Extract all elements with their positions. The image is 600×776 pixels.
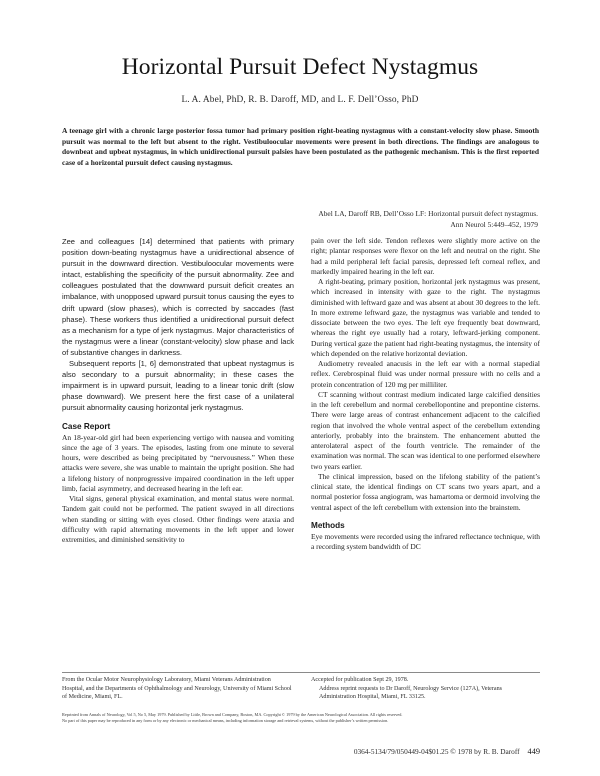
footnote-divider bbox=[62, 672, 540, 673]
page-number: 449 bbox=[527, 747, 540, 756]
issn-code: 0364-5134/79/050449-04$01.25 © 1978 by R. B. Daroff bbox=[353, 747, 520, 756]
paragraph: An 18-year-old girl had been experiencing vertigo with nausea and vomiting since the age of 3 years. The episodes, lasting from one minute to several hours, were described as being precipitated by “nervousness.” When these attacks were severe, she was unable to maintain the upright position. She had a lifelong history of nonprogressive impaired coordination in the left upper limb, facial asymmetry, and decreased hearing in the left ear. bbox=[62, 432, 294, 493]
author-line: L. A. Abel, PhD, R. B. Daroff, MD, and L. F. Dell’Osso, PhD bbox=[181, 95, 419, 105]
reprint-notice-line: Reprinted from Annals of Neurology, Vol 5, No 5, May 1979. Published by Little, Brown and Company, Boston, MA. Copyright © 1979 by the American Neurological Association. All rights reserved. bbox=[62, 712, 403, 717]
reprint-address: Address reprint requests to Dr Daroff, Neurology Service (127A), Veterans Administration Hospital, Miami, FL 33125. bbox=[319, 685, 503, 701]
article-title: Horizontal Pursuit Defect Nystagmus bbox=[121, 54, 479, 80]
paragraph: Audiometry revealed anacusis in the left ear with a normal stapedial reflex. Cerebrospinal fluid was under normal pressure with no cells and a protein concentration of 120 mg per milliliter. bbox=[311, 359, 540, 389]
paragraph: CT scanning without contrast medium indicated large calcified densities in the left cerebellum and normal cerebellopontine and prepontine cisterns. There were large areas of contrast enhancement adjacent to the calcified region that involved the whole ventral aspect of the cerebellum extending anteriorly, probably into the brainstem. The enhancement abutted the anterolateral aspect of the fourth ventricle. The remainder of the examination was normal. The scan was identical to one performed elsewhere two years earlier. bbox=[311, 389, 540, 471]
citation bbox=[178, 209, 538, 231]
paragraph: A right-beating, primary position, horizontal jerk nystagmus was present, which increased in intensity with gaze to the right. The nystagmus diminished with leftward gaze and was absent at about 30 degrees to the left. In more extreme leftward gaze, the nystagmus was variable and tended to dissociate between the two eyes. The left eye frequently beat downward, whereas the right eye usually had a rotary, leftward-jerking component. During vertical gaze the patient had right-beating nystagmus, the intensity of which depended on the relative horizontal deviation. bbox=[311, 277, 540, 358]
section-heading-case-report: Case Report bbox=[62, 421, 111, 431]
reprint-notice bbox=[62, 712, 540, 725]
affiliation-footnote: From the Ocular Motor Neurophysiology Laboratory, Miami Veterans Administration Hospital, and the Departments of Ophthalmology and Neurology, University of Miami School of Medicine, Miami, FL. bbox=[62, 677, 292, 701]
paragraph: The clinical impression, based on the lifelong stability of the patient’s clinical state, the identical findings on CT scans two years apart, and a normal posterior fossa angiogram, was hamartoma or dermoid involving the ventral aspect of the left cerebellum with extension into the brainstem. bbox=[311, 471, 540, 512]
paragraph: Zee and colleagues [14] determined that patients with primary position down-beating nystagmus have a unidirectional absence of pursuit in the downward direction. Vestibuloocular movements were intact, establishing the specificity of the pursuit abnormality. Zee and colleagues postulated that the downward pursuit deficit creates an imbalance, with unopposed upward pursuit tonus causing the eyes to drift upward (slow phases), which is corrected by saccades (fast phase). These workers thus identified a unidirectional pursuit defect as a mechanism for a type of jerk nystagmus. Major characteristics of the nystagmus were a linear (constant-velocity) slow phase and lack of substantive changes in darkness. bbox=[62, 237, 294, 357]
left-column bbox=[62, 236, 294, 545]
citation-line: Abel LA, Daroff RB, Dell’Osso LF: Horizontal pursuit defect nystagmus. bbox=[318, 209, 538, 218]
citation-journal: Ann Neurol 5:449–452, 1979 bbox=[450, 219, 538, 229]
abstract: A teenage girl with a chronic large posterior fossa tumor had primary position right-beating nystagmus with a constant-velocity slow phase. Smooth pursuit was normal to the left but absent to the right. Vestibuloocular movements were present in both directions. The findings are analogous to downbeat and upbeat nystagmus, in which unidirectional pursuit palsies have been postulated as the pathogenic mechanism. This is the first reported case of a horizontal pursuit defect causing nystagmus. bbox=[62, 126, 539, 167]
paragraph: pain over the left side. Tendon reflexes were slightly more active on the right; plantar responses were flexor on the left and neutral on the right. She had a mild peripheral left facial paresis, depressed left corneal reflex, and markedly impaired hearing in the left ear. bbox=[311, 236, 540, 276]
paragraph: Vital signs, general physical examination, and mental status were normal. Tandem gait could not be performed. The patient swayed in all directions when standing or sitting with eyes closed. Other findings were ataxia and difficulty with rapid alternating movements in the left upper and lower extremities, and diminished sensitivity to bbox=[62, 494, 294, 544]
page-footer bbox=[300, 747, 540, 756]
accepted-date: Accepted for publication Sept 29, 1978. bbox=[311, 677, 409, 683]
reprint-notice-line: No part of this paper may be reproduced in any form or by any electronic or mechanical means, including information storage and retrieval systems, without the publisher’s written permission. bbox=[62, 718, 389, 724]
right-column bbox=[311, 236, 540, 552]
correspondence-footnote bbox=[311, 676, 540, 702]
paragraph: Subsequent reports [1, 6] demonstrated that upbeat nystagmus is also secondary to a pursuit abnormality; in these cases the impairment is in upward pursuit, leading to a linear tonic drift (slow phase downward). We present here the first case of a unilateral pursuit abnormality causing horizontal jerk nystagmus. bbox=[62, 359, 294, 413]
introduction bbox=[62, 236, 294, 414]
section-heading-methods: Methods bbox=[311, 520, 345, 530]
paragraph: Eye movements were recorded using the infrared reflectance technique, with a recording system bandwidth of DC bbox=[311, 531, 540, 551]
